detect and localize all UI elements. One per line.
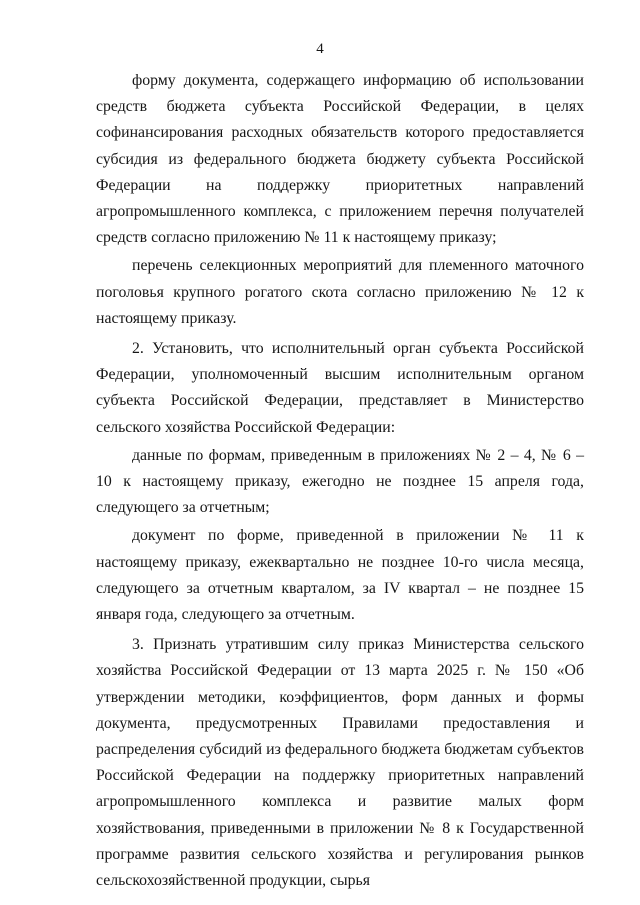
paragraph-clause-3: 3. Признать утратившим силу приказ Министерства сельского хозяйства Российской Федерации от 13 марта 2025 г. № 150 «Об утверждении методики, коэффициентов, форм данных и формы документа, предусмотренных Правилами предоставления и распределения субсидий из федерального бюджета бюджетам субъектов Российской Федерации на поддержку приоритетных направлений агропромышленного комплекса и развитие малых форм хозяйствования, приведенными в приложении № 8 к Государственной программе развития сельского хозяйства и регулирования рынков сельскохозяйственной продукции, сырья xyxy=(96,636,584,890)
paragraph-annual-data: данные по формам, приведенным в приложениях № 2 – 4, № 6 – 10 к настоящему приказу, ежегодно не позднее 15 апреля года, следующего за отчетным; xyxy=(96,446,584,517)
paragraph-quarterly-document: документ по форме, приведенной в приложении № 11 к настоящему приказу, ежеквартально не позднее 10-го числа месяца, следующего за отчетным кварталом, за IV квартал – не позднее 15 января года, следующего за отчетным. xyxy=(96,527,584,624)
page-number: 4 xyxy=(316,41,324,57)
paragraph-report-form: форму документа, содержащего информацию об использовании средств бюджета субъекта Российской Федерации, в целях софинансирования расходных обязательств которого предоставляется субсидия из федерального бюджета бюджету субъекта Российской Федерации на поддержку приоритетных направлений агропромышленного комплекса, с приложением перечня получателей средств согласно приложению № 11 к настоящему приказу; xyxy=(96,72,584,247)
document-body xyxy=(96,68,584,896)
paragraph-clause-2: 2. Установить, что исполнительный орган субъекта Российской Федерации, уполномоченный высшим исполнительным органом субъекта Российской Федерации, представляет в Министерство сельского хозяйства Российской Федерации: xyxy=(96,340,584,436)
paragraph-selection-list: перечень селекционных мероприятий для племенного маточного поголовья крупного рогатого скота согласно приложению № 12 к настоящему приказу. xyxy=(96,257,584,327)
